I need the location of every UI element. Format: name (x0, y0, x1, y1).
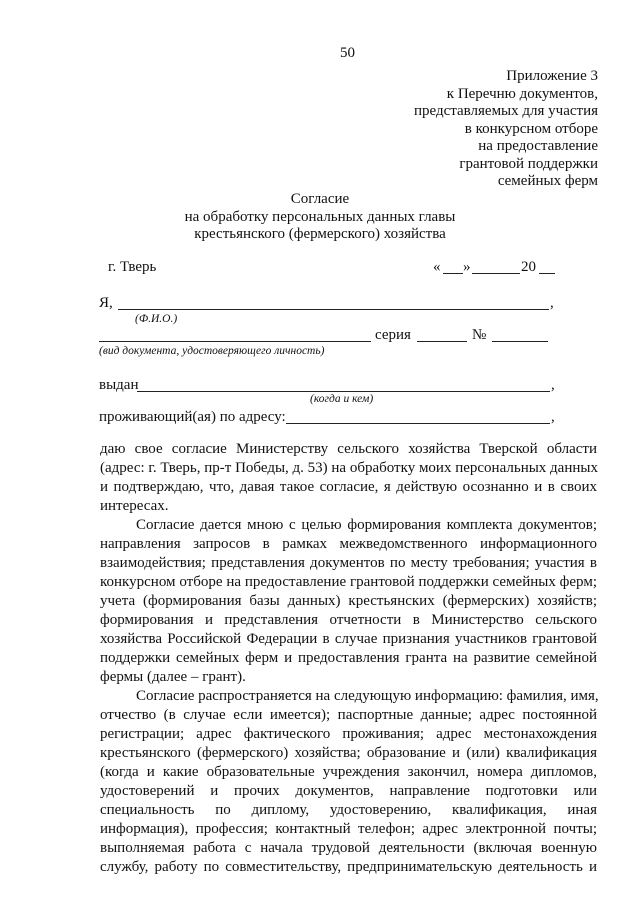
paragraph-line: и подтверждаю, что, давая такое согласие, я действую осознанно и в своих (100, 479, 597, 495)
appendix-line: грантовой поддержки (459, 155, 598, 172)
date-close-quote: » (463, 259, 471, 275)
date-month-field[interactable] (472, 273, 520, 274)
page-number: 50 (340, 45, 355, 61)
fio-hint: (Ф.И.О.) (135, 313, 178, 325)
series-label: серия (375, 327, 411, 343)
number-field[interactable] (492, 341, 548, 342)
paragraph-line: крестьянского (фермерского) хозяйства; образование и (или) квалификация (100, 745, 597, 761)
paragraph-line: Согласие дается мною с целью формирования комплекта документов; (136, 517, 597, 533)
issued-field[interactable] (137, 391, 550, 392)
issued-hint: (когда и кем) (310, 393, 374, 405)
document-type-field[interactable] (99, 341, 371, 342)
paragraph-line: интересах. (100, 498, 169, 514)
paragraph-line: службу, работу по совместительству, предпринимательскую деятельность и (100, 859, 597, 875)
date-day-field[interactable] (443, 273, 463, 274)
address-comma: , (551, 409, 555, 425)
address-field[interactable] (286, 423, 550, 424)
document-title (0, 191, 640, 244)
issued-comma: , (551, 377, 555, 393)
series-field[interactable] (417, 341, 467, 342)
paragraph-line: учета (формирования базы данных) крестьянских (фермерских) хозяйств; (100, 593, 597, 609)
paragraph-line: информация), профессия; контактный телефон; адрес электронной почты; (100, 821, 597, 837)
title-line: крестьянского (фермерского) хозяйства (194, 226, 446, 242)
paragraph-line: регистрации; адрес фактического проживания; адрес местонахождения (100, 726, 597, 742)
number-label: № (472, 327, 487, 343)
paragraph-line: удостоверений и прочих документов, направление подготовки или (100, 783, 597, 799)
paragraph-line: фермы (далее – грант). (100, 669, 246, 685)
paragraph-line: направления запросов в рамках межведомственного информационного (100, 536, 597, 552)
paragraph-line: отчество (в случае если имеется); паспортные данные; адрес постоянной (100, 707, 597, 723)
fio-comma: , (550, 295, 554, 311)
paragraph-line: поддержки семейных ферм и предоставления гранта на развитие семейной (100, 650, 597, 666)
paragraph-line: взаимодействия; представления документов по месту требования; участия в (100, 555, 597, 571)
appendix-line: к Перечню документов, (446, 85, 598, 102)
paragraph-line: (когда и какие образовательные учреждения закончил, номера дипломов, (100, 764, 597, 780)
date-open-quote: « (433, 259, 441, 275)
appendix-line: в конкурсном отборе (464, 120, 598, 137)
date-year-field[interactable] (539, 273, 555, 274)
paragraph-line: (адрес: г. Тверь, пр-т Победы, д. 53) на обработку моих персональных данных (100, 460, 598, 476)
i-label: Я, (99, 295, 113, 311)
paragraph-line: хозяйства Российской Федерации в случае признания участников грантовой (100, 631, 597, 647)
title-line: Согласие (290, 191, 350, 207)
paragraph-line: конкурсном отборе на предоставление грантовой поддержки семейных ферм; (100, 574, 597, 590)
appendix-line: Приложение 3 (506, 68, 598, 84)
appendix-line: на предоставление (478, 138, 598, 154)
appendix-header (414, 68, 598, 191)
date-year-prefix: 20 (521, 259, 536, 275)
title-line: на обработку персональных данных главы (184, 208, 456, 225)
appendix-line: представляемых для участия (413, 103, 598, 119)
city-label: г. Тверь (108, 259, 157, 275)
paragraph-line: даю свое согласие Министерству сельского хозяйства Тверской области (100, 441, 597, 457)
paragraph-line: Согласие распространяется на следующую информацию: фамилия, имя, (136, 688, 599, 704)
paragraph-line: выполняемая работа с начала трудовой деятельности (включая военную (100, 840, 597, 856)
fio-field[interactable] (118, 309, 549, 310)
address-label: проживающий(ая) по адресу: (99, 409, 286, 425)
appendix-line: семейных ферм (497, 173, 598, 189)
document-hint: (вид документа, удостоверяющего личность) (99, 345, 325, 357)
issued-label: выдан (99, 377, 139, 393)
paragraph-line: специальность по диплому, удостоверению, квалификация, иная (100, 802, 597, 818)
paragraph-line: формирования и представления отчетности в Министерство сельского (100, 612, 597, 628)
